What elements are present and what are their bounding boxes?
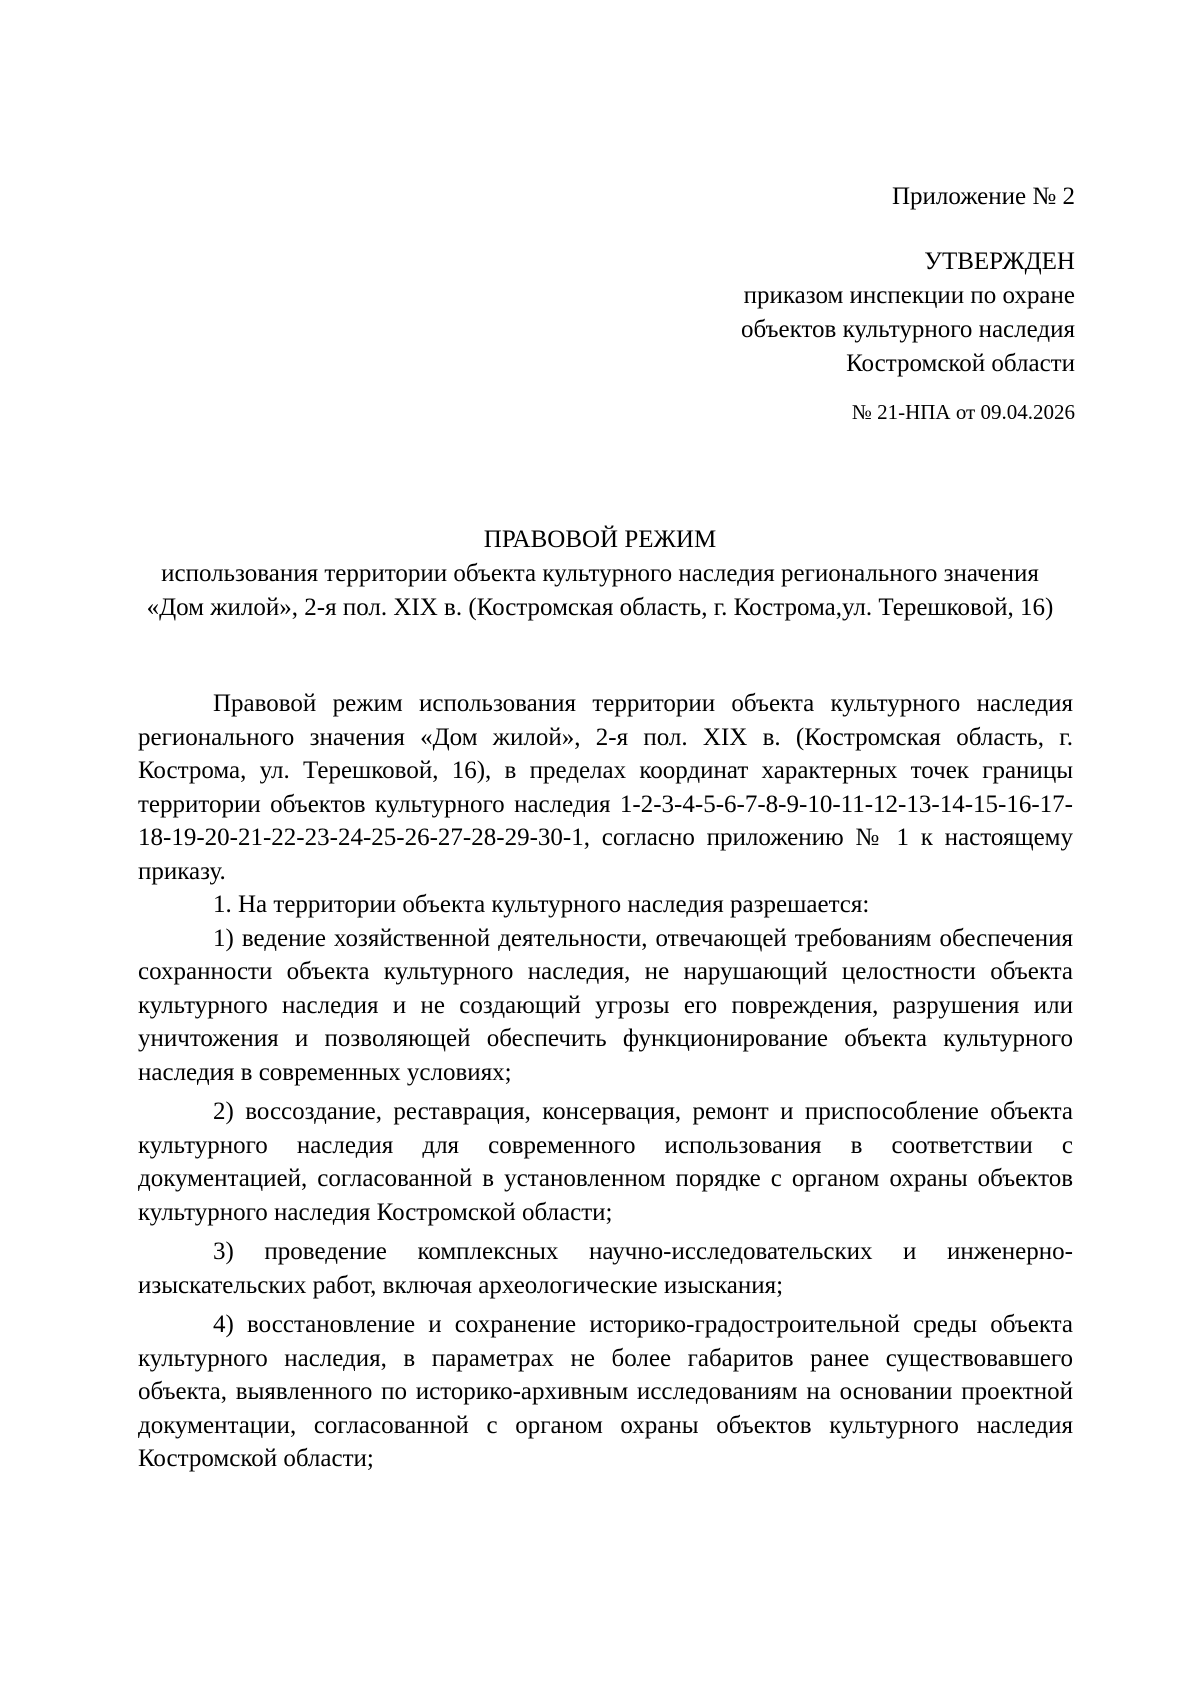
order-number-text: № 21-НПА от 09.04.2026	[851, 400, 1075, 424]
approval-stamp	[741, 245, 1075, 381]
section-1-heading: 1. На территории объекта культурного наследия разрешается:	[213, 891, 870, 918]
approved-label: УТВЕРЖДЕН	[924, 248, 1075, 275]
appendix-text: Приложение № 2	[891, 183, 1075, 210]
approved-by-line-2: объектов культурного наследия	[741, 316, 1075, 343]
title-heading: ПРАВОВОЙ РЕЖИМ	[483, 526, 717, 553]
list-item-4: 4) восстановление и сохранение историко-градостроительной среды объекта культурного наследия, в параметрах не более габаритов ранее существовавшего объекта, выявленного по историко-архивным исследованиям на основании проектной документации, согласованной с органом охраны объектов культурного наследия Костромской области;	[138, 1311, 1073, 1472]
intro-paragraph: Правовой режим использования территории объекта культурного наследия регионального значения «Дом жилой», 2-я пол. XIX в. (Костромская область, г. Кострома, ул. Терешковой, 16), в пределах координат характерных точек границы территории объектов культурного наследия 1-2-3-4-5-6-7-8-9-10-11-12-13-14-15-16-17-18-19-20-21-22-23-24-25-26-27-28-29-30-1, согласно приложению № 1 к настоящему приказу.	[138, 690, 1073, 885]
document-title	[130, 523, 1070, 625]
list-item-2: 2) воссоздание, реставрация, консервация, ремонт и приспособление объекта культурного наследия для современного использования в соответствии с документацией, согласованной в установленном порядке с органом охраны объектов культурного наследия Костромской области;	[138, 1098, 1073, 1226]
list-item-1: 1) ведение хозяйственной деятельности, отвечающей требованиям обеспечения сохранности объекта культурного наследия, не нарушающий целостности объекта культурного наследия и не создающий угрозы его повреждения, разрушения или уничтожения и позволяющей обеспечить функционирование объекта культурного наследия в современных условиях;	[138, 924, 1073, 1086]
document-body	[138, 687, 1073, 1476]
title-subtitle: использования территории объекта культурного наследия регионального значения «Дом жилой», 2-я пол. XIX в. (Костромская область, г. Кострома,ул. Терешковой, 16)	[146, 560, 1054, 621]
order-number	[852, 398, 1075, 426]
approved-by-line-3: Костромской области	[846, 350, 1075, 377]
approved-by-line-1: приказом инспекции по охране	[743, 282, 1075, 309]
list-item-3: 3) проведение комплексных научно-исследовательских и инженерно-изыскательских работ, включая археологические изыскания;	[138, 1238, 1073, 1299]
appendix-label	[892, 180, 1075, 214]
